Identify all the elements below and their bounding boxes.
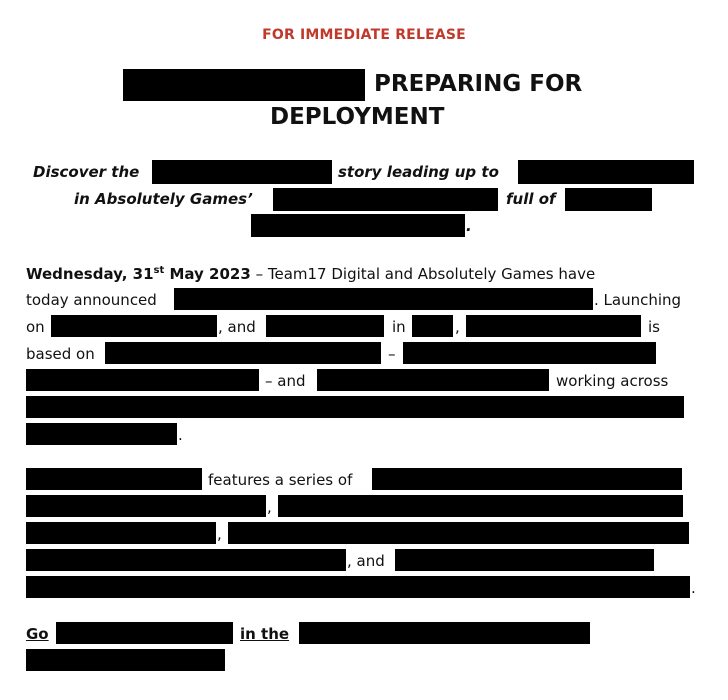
text-comma: , — [267, 498, 272, 516]
redaction-block — [26, 549, 346, 571]
text-comma: , — [217, 525, 222, 543]
text-dash: – — [388, 345, 396, 363]
text-period: . — [178, 426, 183, 444]
press-date-line — [26, 262, 595, 283]
press-lead-text: – Team17 Digital and Absolutely Games have — [250, 265, 596, 283]
redaction-block — [26, 576, 690, 598]
text-dash-and: – and — [265, 372, 306, 390]
redaction-block — [273, 188, 498, 211]
release-header: FOR IMMEDIATE RELEASE — [262, 27, 466, 43]
redaction-block — [518, 160, 694, 184]
text-comma: , — [455, 318, 460, 336]
text-based-on: based on — [26, 345, 95, 363]
redaction-block — [51, 315, 217, 337]
redaction-block — [26, 396, 684, 418]
redaction-block — [372, 468, 682, 490]
text-and: , and — [218, 318, 256, 336]
text-features: features a series of — [208, 471, 353, 489]
redaction-block — [412, 315, 453, 337]
redaction-block — [26, 495, 266, 517]
redaction-block — [317, 369, 549, 391]
subtitle-full-of: full of — [506, 190, 556, 208]
redaction-block — [403, 342, 656, 364]
text-is: is — [648, 318, 660, 336]
text-and: , and — [347, 552, 385, 570]
redaction-block — [152, 160, 332, 184]
redaction-block — [105, 342, 381, 364]
redaction-block — [565, 188, 652, 211]
redaction-block — [395, 549, 654, 571]
redaction-block — [26, 369, 259, 391]
redaction-block — [26, 522, 216, 544]
subtitle-in-games: in Absolutely Games’ — [74, 190, 253, 208]
text-today-announced: today announced — [26, 291, 157, 309]
title-line-2: DEPLOYMENT — [270, 104, 445, 130]
press-date: Wednesday, 31st May 2023 — [26, 265, 251, 283]
redaction-block — [123, 69, 365, 101]
redaction-block — [56, 622, 233, 644]
redaction-block — [26, 649, 225, 671]
text-working-across: working across — [556, 372, 669, 390]
redaction-block — [299, 622, 590, 644]
text-period: . — [691, 579, 696, 597]
text-on: on — [26, 318, 45, 336]
text-go: Go — [26, 625, 49, 643]
subtitle-discover: Discover the — [33, 163, 140, 181]
redaction-block — [466, 315, 641, 337]
subtitle-story: story leading up to — [338, 163, 499, 181]
title-line-1: PREPARING FOR — [374, 71, 583, 97]
redaction-block — [266, 315, 384, 337]
redaction-block — [26, 423, 177, 445]
text-launching: . Launching — [594, 291, 682, 309]
redaction-block — [251, 214, 465, 237]
redaction-block — [26, 468, 202, 490]
redaction-block — [278, 495, 683, 517]
text-in: in — [392, 318, 406, 336]
redaction-block — [174, 288, 593, 310]
text-in-the: in the — [240, 625, 290, 643]
redaction-block — [228, 522, 689, 544]
subtitle-period: . — [466, 217, 472, 235]
